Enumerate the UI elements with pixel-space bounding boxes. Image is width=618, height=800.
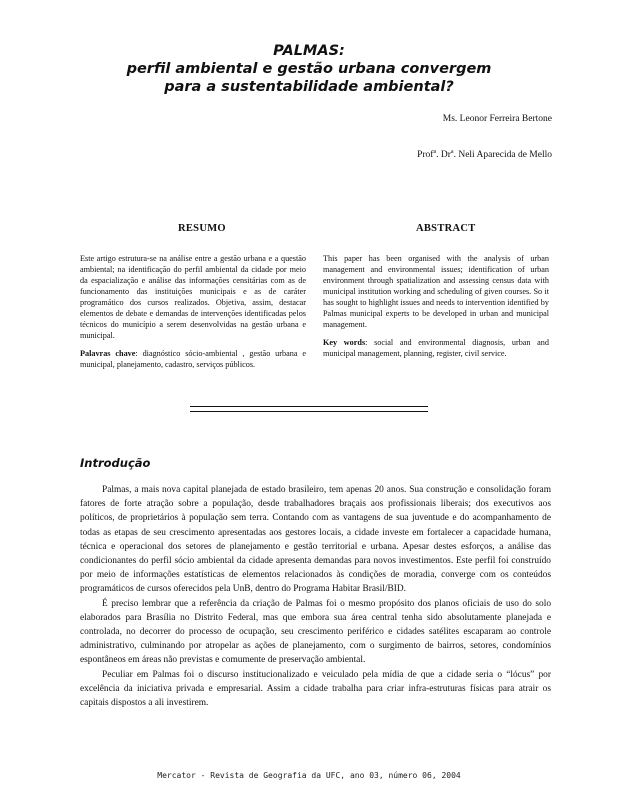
resumo-column [80,253,306,377]
title-line-2: perfil ambiental e gestão urbana convergem [126,61,492,77]
author-2 [417,150,552,160]
author-2-prof-sup: a [433,148,437,155]
author-2-dr: . Dr [436,150,451,160]
abstract-keywords [323,337,549,359]
author-2-name: . Neli Aparecida de Mello [453,150,552,160]
abstract-heading: ABSTRACT [416,223,476,234]
section-heading-introducao: Introdução [80,456,151,470]
abstract-column [323,253,549,366]
divider-rule-top [190,406,428,407]
author-2-prof: Prof [417,150,434,160]
introduction-body [80,483,551,710]
resumo-heading: RESUMO [178,223,226,234]
resumo-keywords-label: Palavras chave [80,349,136,358]
author-2-dr-sup: a [450,148,454,155]
journal-footer: Mercator - Revista de Geografia da UFC, ano 03, número 06, 2004 [157,771,461,780]
author-1: Ms. Leonor Ferreira Bertone [442,114,552,124]
intro-paragraph-3: Peculiar em Palmas foi o discurso institucionalizado e veiculado pela mídia de que a cidade seria o “lócus” por excelência da iniciativa privada e empresarial. Assim a cidade trabalha para criar infra-estruturas físicas para atrair os capitais dispostos a ali investirem. [80,669,551,709]
resumo-keywords-text: : diagnóstico sócio-ambiental , gestão urbana e municipal, planejamento, cadastro, serviços públicos. [80,349,307,369]
divider-rule-bottom [190,411,428,412]
abstract-keywords-label: Key words [323,338,366,347]
resumo-text: Este artigo estrutura-se na análise entre a gestão urbana e a questão ambiental; na identificação do perfil ambiental da cidade por meio da espacialização e análise das informações censitárias com as de funcionamento das instituições municipais e as de caráter programático dos cursos realizados. Objetiva, assim, destacar elementos de debate e demandas de intervenções identificadas pelos técnicos do município a serem desenvolvidas na gestão urbana e municipal. [80,254,306,340]
resumo-keywords [80,348,306,370]
title-line-1: PALMAS: [273,43,345,59]
abstract-keywords-text: : social and environmental diagnosis, urban and municipal management, planning, register, civil service. [323,338,549,358]
title-line-3: para a sustentabilidade ambiental? [164,79,454,95]
intro-paragraph-1: Palmas, a mais nova capital planejada de estado brasileiro, tem apenas 20 anos. Sua construção e consolidação foram fatores de forte atração sobre a população, desde trabalhadores braçais aos profissionais liberais; dos executivos aos políticos, de proprietários à população sem terra. Contando com as vantagens de sua juventude e do acompanhamento de todas as etapas de seu crescimento apresentadas aos gestores locais, a cidade investe em fortalecer a capacidade humana, técnica e operacional dos setores de planejamento e gestão territorial e urbana. Apesar destes esforços, a análise das condicionantes do perfil sócio ambiental da cidade apresenta demandas para novos investimentos. Este perfil foi construído por meio de informações estatísticas de elementos relacionados às condições de moradia, converge com os conteúdos programáticos de cursos oferecidos pela UnB, dentro do Programa Habitar Brasil/BID. [80,485,551,595]
article-title [0,42,618,96]
abstract-text: This paper has been organised with the analysis of urban management and environmental issues; identification of urban environment through spatialization and assessing census data with municipal institution working and scheduling of given courses. So it has sought to highlight issues and needs to intervention identified by Palmas municipal experts to be developed in urban and municipal management. [323,254,549,329]
intro-paragraph-2: É preciso lembrar que a referência da criação de Palmas foi o mesmo propósito dos planos oficiais de uso do solo elaborados para Brasília no Distrito Federal, mas que embora sua área central tenha sido absolutamente planejada e controlada, no decorrer do processo de ocupação, seu crescimento periférico e cidades satélites escaparam ao controle administrativo, culminando por atropelar as ações de planejamento, com o surgimento de bairros, setores, condomínios espontâneos em áreas não previstas e comumente de preservação ambiental. [80,598,551,666]
